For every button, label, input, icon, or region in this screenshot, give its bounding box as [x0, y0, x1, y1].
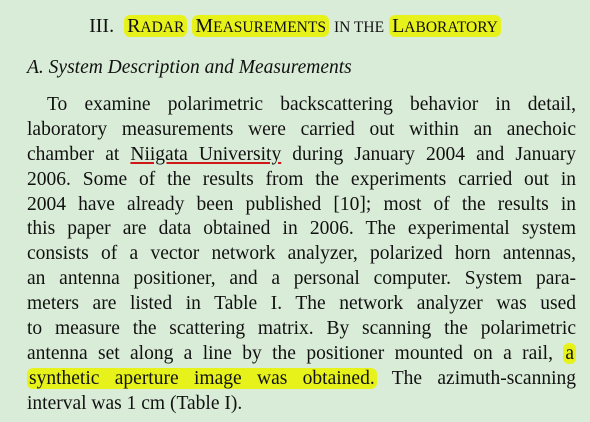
text-segment: chamber at [27, 143, 131, 165]
body-paragraph [27, 93, 576, 417]
text-line [27, 217, 576, 242]
heading-word [124, 15, 187, 37]
text-line [27, 392, 576, 417]
text-line [27, 292, 576, 317]
text-segment: during January 2004 and January [281, 143, 577, 165]
highlighted-phrase: synthetic aperture image was obtained. [29, 367, 375, 389]
heading-word [389, 15, 501, 37]
text-segment: laboratory measurements were carried out within an anechoic [27, 118, 576, 140]
text-segment: antenna set along a line by the positioner mounted on a rail, [27, 342, 564, 364]
text-segment: To examine polarimetric backscattering behavior in detail, [47, 94, 576, 115]
heading-word-initial: L [392, 15, 405, 37]
heading-word-initial: R [127, 15, 141, 37]
heading-word-rest: IN THE [333, 19, 385, 36]
heading-word [192, 15, 329, 37]
text-line [27, 168, 576, 193]
text-line [27, 342, 576, 367]
text-line [27, 317, 576, 342]
heading-word-initial: M [195, 15, 214, 37]
text-segment: this paper are data obtained in 2006. The experimental system [27, 218, 576, 240]
text-segment: consists of a vector network analyzer, polarized horn antennas, [27, 243, 576, 265]
highlighted-phrase: a [565, 342, 574, 364]
underlined-phrase: Niigata University [130, 143, 282, 165]
text-segment: 2006. Some of the results from the experiments carried out in [27, 168, 576, 190]
text-line [27, 367, 576, 392]
text-line [27, 143, 576, 168]
text-segment: to measure the scattering matrix. By scanning the polarimetric [27, 318, 576, 340]
heading-word-rest: EASUREMENTS [213, 19, 326, 36]
text-line [27, 267, 576, 292]
text-segment: interval was 1 cm (Table I). [27, 392, 243, 414]
text-line [27, 118, 576, 143]
text-segment: meters are listed in Table I. The network analyzer was used [27, 293, 576, 315]
heading-word-rest: ABORATORY [404, 19, 498, 36]
section-number: III. [89, 15, 115, 37]
text-line [27, 93, 576, 118]
text-line [27, 242, 576, 267]
section-title [124, 15, 501, 37]
heading-word-rest: ADAR [140, 19, 185, 36]
section-heading [0, 13, 590, 41]
text-segment: 2004 have already been published [10]; most of the results in [27, 193, 576, 215]
text-segment: The azimuth-scanning [376, 367, 577, 389]
text-segment: an antenna positioner, and a personal computer. System para- [27, 268, 576, 290]
subsection-heading: A. System Description and Measurements [27, 57, 352, 78]
heading-word [334, 15, 384, 37]
text-line [27, 193, 576, 218]
